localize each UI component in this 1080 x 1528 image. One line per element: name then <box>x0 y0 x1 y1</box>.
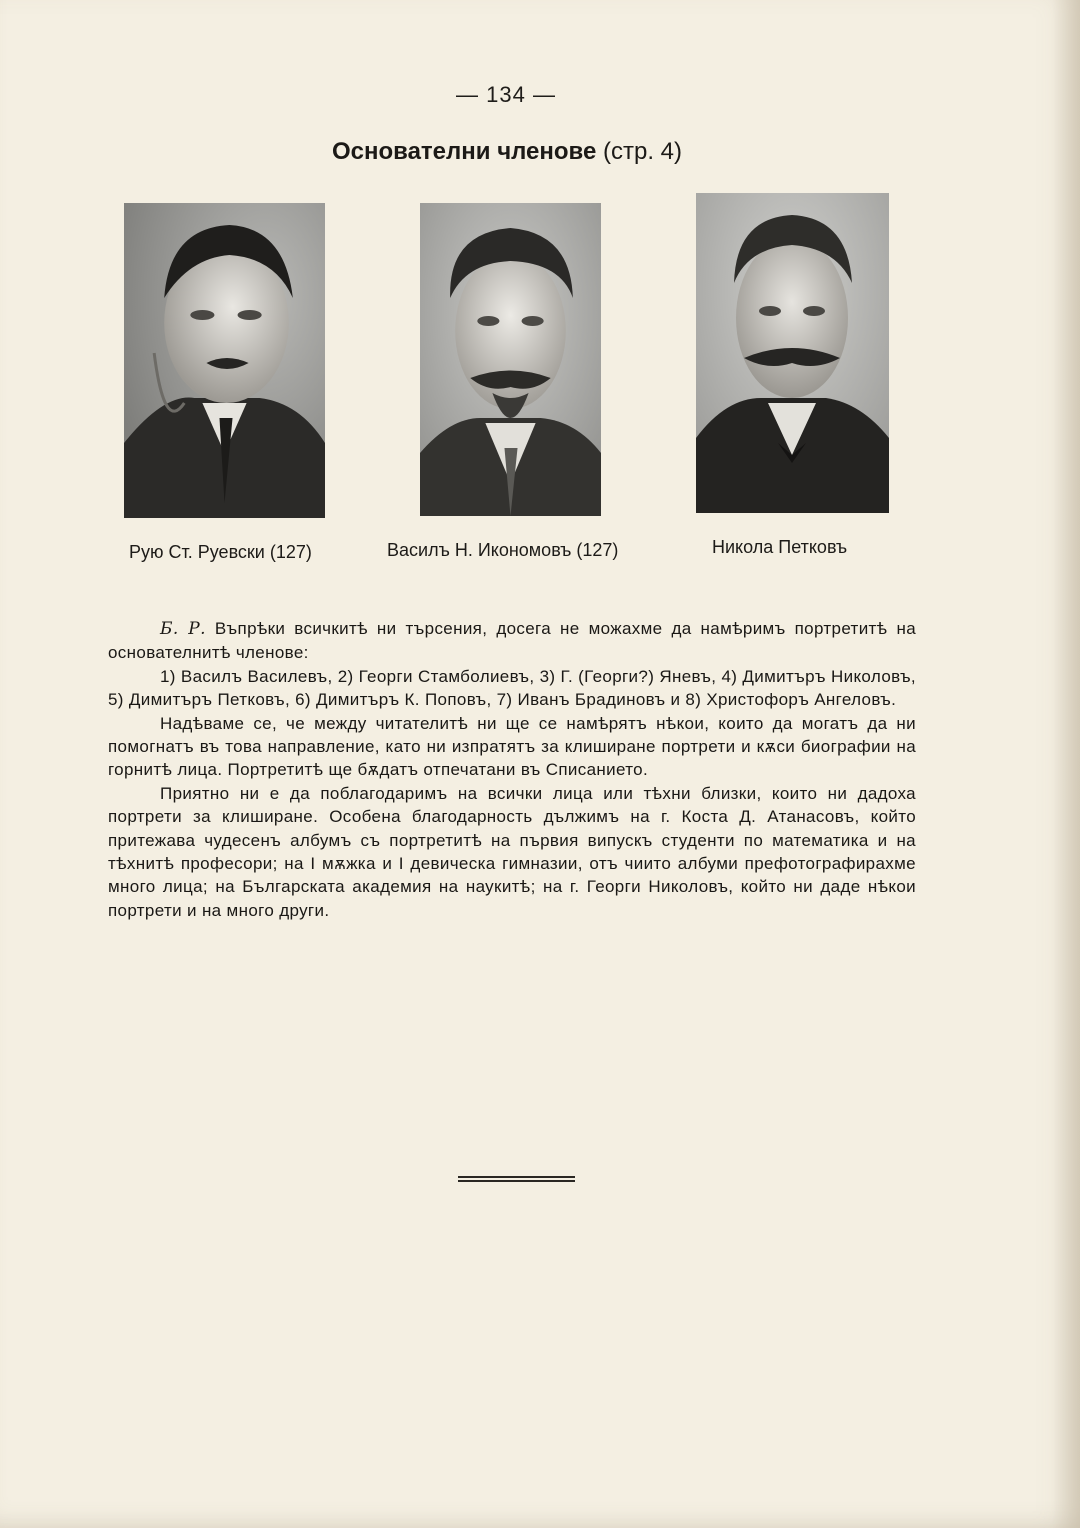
portrait-photo-3 <box>696 193 889 513</box>
paragraph-1-text: Въпрѣки всичкитѣ ни търсения, досега не можахме да намѣримъ портретитѣ на основателнитѣ членове: <box>108 619 916 663</box>
portrait-photo-2 <box>420 203 601 516</box>
heading-page-reference: (стр. 4) <box>603 138 683 165</box>
portrait-photo-2-image <box>420 203 601 516</box>
section-end-rule <box>458 1176 575 1186</box>
portrait-photo-1 <box>124 203 325 518</box>
editor-note-marker: Б. Р. <box>160 619 206 639</box>
heading-title: Основателни членове <box>331 138 597 165</box>
portrait-photo-1-image <box>124 203 325 518</box>
page-number: — 134 — <box>456 82 556 107</box>
rule-line <box>458 1176 575 1178</box>
portrait-caption-2: Василъ Н. Икономовъ (127) <box>387 540 619 560</box>
portrait-caption-3: Никола Петковъ <box>712 537 848 557</box>
portrait-photo-3-image <box>696 193 889 513</box>
paragraph-4: Приятно ни е да поблагодаримъ на всички лица или тѣхни близки, които ни дадоха портрети за клиширане. Особена благодарность дължимъ на г. Коста Д. Атанасовъ, който притежава чудесенъ албумъ съ портретитѣ на първия випускъ студенти по математика и на тѣхнитѣ професори; на I мѫжка и I девическа гимназии, отъ чиито албуми префотографирахме много лица; на Българската академия на наукитѣ; на г. Георги Николовъ, който ни даде нѣкои портрети и на много други. <box>108 783 916 920</box>
editorial-note <box>108 617 916 922</box>
paragraph-2: 1) Василъ Василевъ, 2) Георги Стамболиевъ, 3) Г. (Георги?) Яневъ, 4) Димитъръ Николовъ, 5) Димитъръ Петковъ, 6) Димитъръ К. Поповъ, 7) Иванъ Брадиновъ и 8) Христофоръ Ангеловъ. <box>108 666 916 710</box>
paragraph-1 <box>108 617 916 665</box>
page-edge-shadow <box>1052 0 1080 1528</box>
portrait-caption-1: Рую Ст. Руевски (127) <box>129 542 312 562</box>
paragraph-3: Надѣваме се, че между читателитѣ ни ще се намѣрятъ нѣкои, които да могатъ да ни помогнатъ въ това направление, като ни изпратятъ за клиширане портрети и кѫси биографии на горнитѣ лица. Портретитѣ ще бѫдатъ отпечатани въ Списанието. <box>108 713 916 780</box>
section-heading <box>0 138 1014 166</box>
rule-line <box>458 1180 575 1182</box>
